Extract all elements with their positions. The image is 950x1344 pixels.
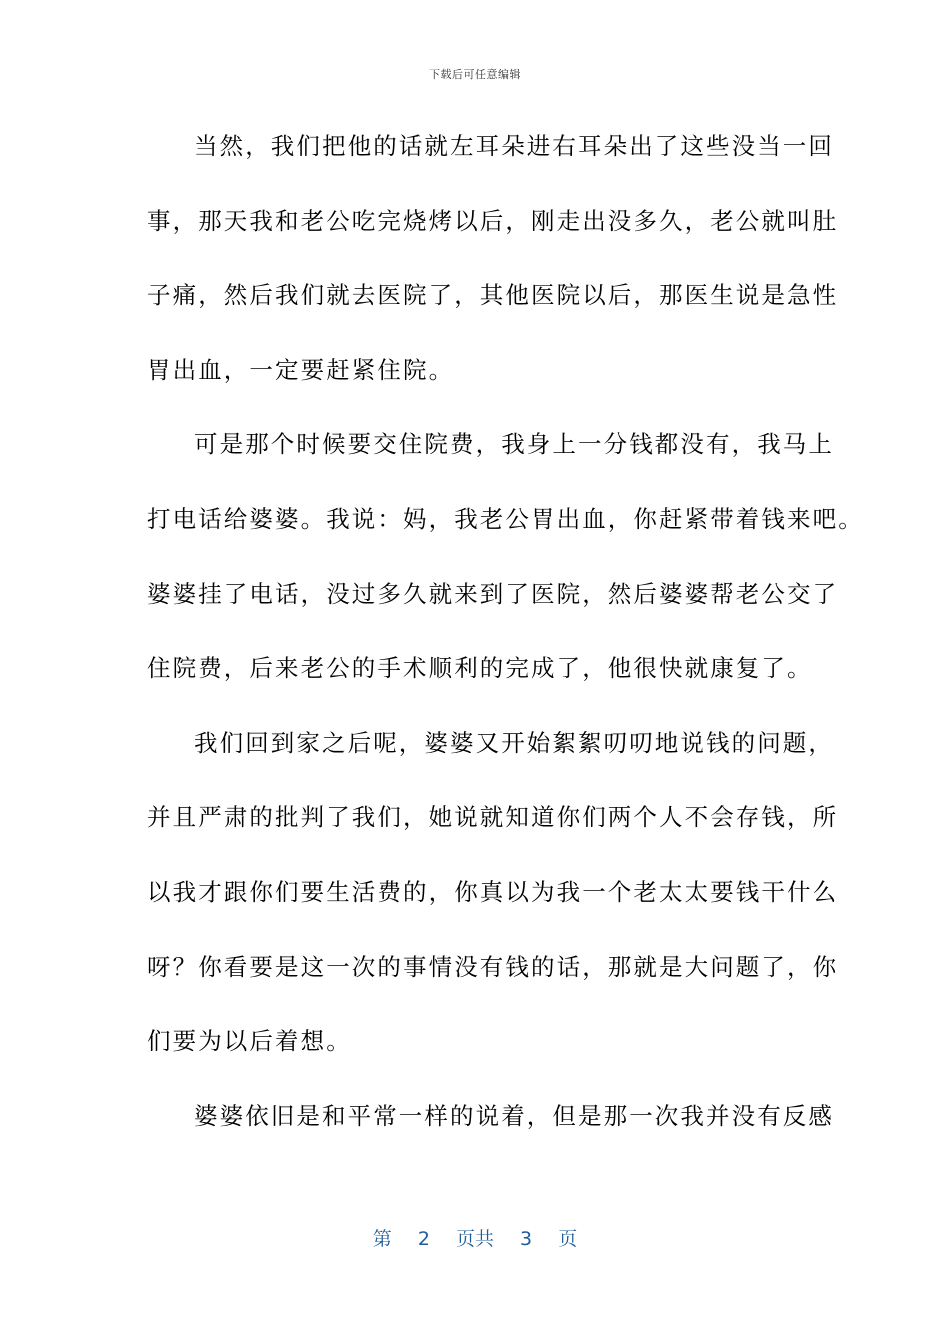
paragraph-1-line-3: 子痛，然后我们就去医院了，其他医院以后，那医生说是急性 xyxy=(147,281,839,310)
paragraph-1-line-1: 当然，我们把他的话就左耳朵进右耳朵出了这些没当一回 xyxy=(194,132,834,160)
paragraph-3-line-3: 以我才跟你们要生活费的，你真以为我一个老太太要钱干什么 xyxy=(147,877,839,906)
paragraph-3-line-2: 并且严肃的批判了我们，她说就知道你们两个人不会存钱，所 xyxy=(147,803,839,832)
paragraph-3-line-5: 们要为以后着想。 xyxy=(147,1027,352,1056)
paragraph-4-line-1: 婆婆依旧是和平常一样的说着，但是那一次我并没有反感 xyxy=(194,1101,834,1130)
paragraph-2-line-4: 住院费，后来老公的手术顺利的完成了，他很快就康复了。 xyxy=(147,654,813,683)
total-pages-number: 3 xyxy=(520,1228,533,1250)
paragraph-3-line-4: 呀？你看要是这一次的事情没有钱的话，那就是大问题了，你 xyxy=(147,952,839,981)
paragraph-2-line-2: 打电话给婆婆。我说：妈，我老公胃出血，你赶紧带着钱来吧。 xyxy=(147,504,864,533)
page-header-note: 下载后可任意编辑 xyxy=(429,68,521,81)
document-body xyxy=(147,121,864,1165)
paragraph-2-line-3: 婆婆挂了电话，没过多久就来到了医院，然后婆婆帮老公交了 xyxy=(147,579,839,608)
paragraph-3-line-1: 我们回到家之后呢，婆婆又开始絮絮叨叨地说钱的问题， xyxy=(194,728,834,757)
current-page-number: 2 xyxy=(417,1228,430,1250)
footer-prefix: 第 xyxy=(372,1228,392,1250)
paragraph-1-line-2: 事，那天我和老公吃完烧烤以后，刚走出没多久，老公就叫肚 xyxy=(147,206,839,235)
paragraph-2-line-1: 可是那个时候要交住院费，我身上一分钱都没有，我马上 xyxy=(194,430,834,459)
footer-middle: 页共 xyxy=(455,1228,494,1250)
page-number-footer xyxy=(0,1224,950,1251)
footer-suffix: 页 xyxy=(558,1228,578,1250)
paragraph-1-line-4: 胃出血，一定要赶紧住院。 xyxy=(147,355,455,384)
